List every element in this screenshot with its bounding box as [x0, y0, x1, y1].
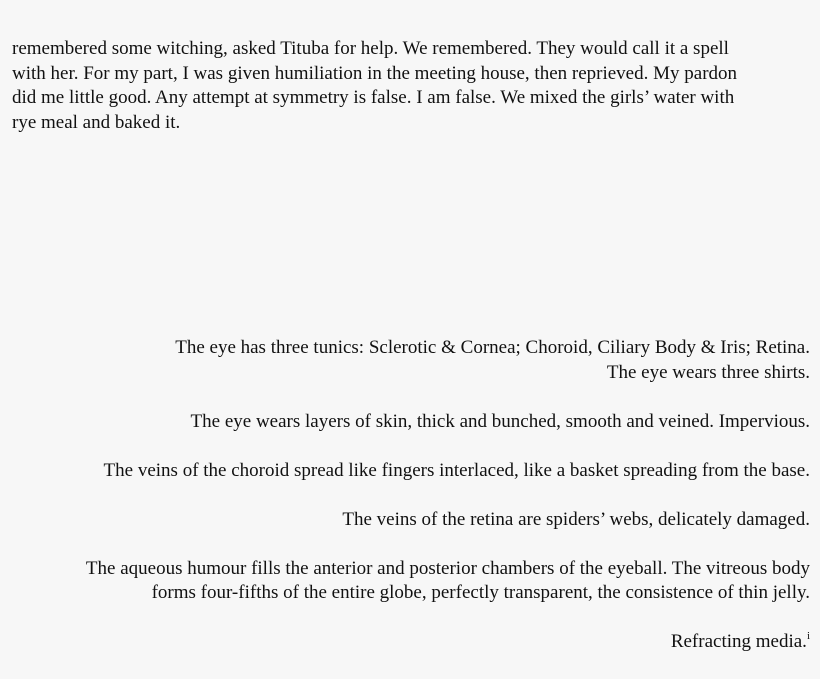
- verse-line: The eye wears three shirts.: [606, 361, 810, 383]
- verse-line: The eye has three tunics: Sclerotic & Cornea; Choroid, Ciliary Body & Iris; Retina.: [175, 337, 810, 358]
- stanza-refracting: [10, 630, 810, 655]
- stanza-retina: [10, 508, 810, 533]
- prose-paragraph: [12, 37, 812, 135]
- prose-line: rye meal and baked it.: [12, 111, 181, 133]
- stanza-layers: [10, 410, 810, 435]
- verse-line-final: [10, 630, 810, 655]
- verse-section: [10, 336, 810, 679]
- verse-line: forms four-fifths of the entire globe, perfectly transparent, the consistence of thin jelly.: [151, 582, 810, 603]
- prose-line: with her. For my part, I was given humiliation in the meeting house, then reprieved. My pardon: [12, 62, 738, 84]
- stanza-tunics: [10, 336, 810, 385]
- stanza-choroid: [10, 459, 810, 484]
- final-line-text: Refracting media.: [670, 631, 807, 652]
- verse-line: The veins of the retina are spiders’ webs, delicately damaged.: [342, 508, 810, 530]
- prose-line: did me little good. Any attempt at symmetry is false. I am false. We mixed the girls’ water with: [12, 87, 735, 108]
- verse-line: The eye wears layers of skin, thick and bunched, smooth and veined. Impervious.: [190, 410, 810, 432]
- verse-line: The veins of the choroid spread like fingers interlaced, like a basket spreading from the base.: [103, 459, 810, 481]
- verse-line: The aqueous humour fills the anterior and posterior chambers of the eyeball. The vitreous body: [85, 557, 810, 579]
- prose-line: remembered some witching, asked Tituba for help. We remembered. They would call it a spell: [12, 38, 729, 59]
- footnote-marker[interactable]: i: [806, 629, 810, 642]
- stanza-humour: [10, 557, 810, 606]
